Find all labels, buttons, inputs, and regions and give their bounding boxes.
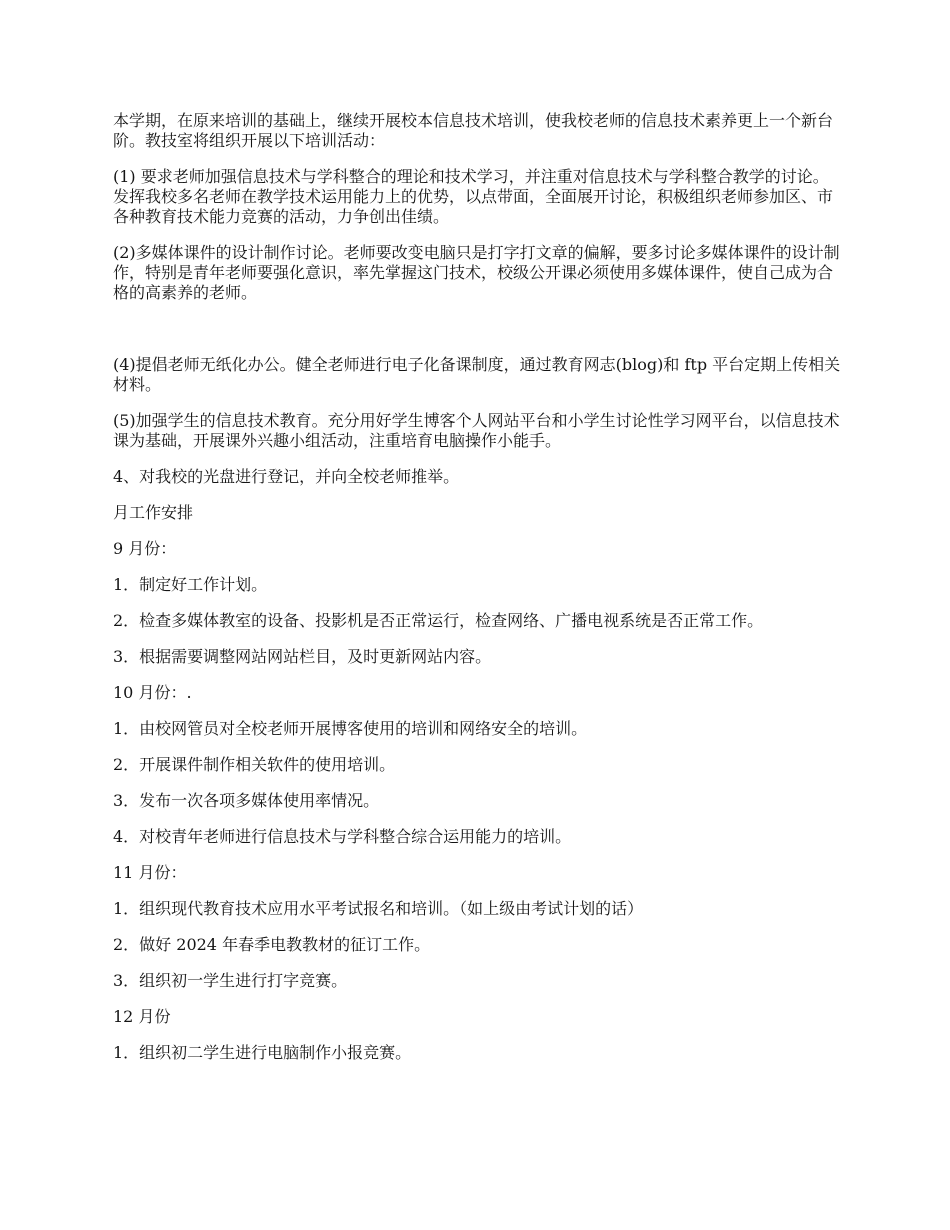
- december-item-1: 1．组织初二学生进行电脑制作小报竞赛。: [113, 1043, 412, 1062]
- item-2-paragraph: (2)多媒体课件的设计制作讨论。老师要改变电脑只是打字打文章的偏解，要多讨论多媒体课件的设计制作，特别是青年老师要强化意识，率先掌握这门技术，校级公开课必须使用多媒体课件，使自己成为合格的高素养的老师。: [113, 243, 840, 302]
- november-item-1: 1．组织现代教育技术应用水平考试报名和培训。（如上级由考试计划的话）: [113, 899, 644, 918]
- october-item-1: 1．由校网管员对全校老师开展博客使用的培训和网络安全的培训。: [113, 719, 588, 738]
- september-item-3: 3．根据需要调整网站网站栏目，及时更新网站内容。: [113, 647, 492, 666]
- november-heading: 11 月份：: [113, 863, 187, 882]
- november-item-3: 3．组织初一学生进行打字竞赛。: [113, 971, 348, 990]
- september-heading: 9 月份：: [113, 539, 177, 558]
- blank-gap: [113, 319, 843, 355]
- november-item-2: 2．做好 2024 年春季电教教材的征订工作。: [113, 935, 431, 954]
- september-item-1: 1．制定好工作计划。: [113, 575, 268, 594]
- october-item-2: 2．开展课件制作相关软件的使用培训。: [113, 755, 396, 774]
- item-5-paragraph: (5)加强学生的信息技术教育。充分用好学生博客个人网站平台和小学生讨论性学习网平台，以信息技术课为基础，开展课外兴趣小组活动，注重培育电脑操作小能手。: [113, 411, 840, 450]
- monthly-plan-heading: 月工作安排: [113, 503, 194, 522]
- item-1-paragraph: (1) 要求老师加强信息技术与学科整合的理论和技术学习，并注重对信息技术与学科整合教学的讨论。发挥我校多名老师在教学技术运用能力上的优势，以点带面，全面展开讨论，积极组织老师参加区、市各种教育技术能力竞赛的活动，力争创出佳绩。: [113, 167, 834, 226]
- intro-paragraph: 本学期，在原来培训的基础上，继续开展校本信息技术培训，使我校老师的信息技术素养更上一个新台阶。教技室将组织开展以下培训活动：: [113, 111, 834, 150]
- cd-registration-paragraph: 4、对我校的光盘进行登记，并向全校老师推举。: [113, 467, 460, 486]
- october-item-4: 4．对校青年老师进行信息技术与学科整合综合运用能力的培训。: [113, 827, 572, 846]
- september-item-2: 2．检查多媒体教室的设备、投影机是否正常运行，检查网络、广播电视系统是否正常工作。: [113, 611, 764, 630]
- december-heading: 12 月份: [113, 1007, 171, 1026]
- october-heading: 10 月份：.: [113, 683, 192, 702]
- item-4-paragraph: (4)提倡老师无纸化办公。健全老师进行电子化备课制度，通过教育网志(blog)和 ftp 平台定期上传相关材料。: [113, 355, 841, 394]
- october-item-3: 3．发布一次各项多媒体使用率情况。: [113, 791, 380, 810]
- document-body: [113, 111, 843, 1079]
